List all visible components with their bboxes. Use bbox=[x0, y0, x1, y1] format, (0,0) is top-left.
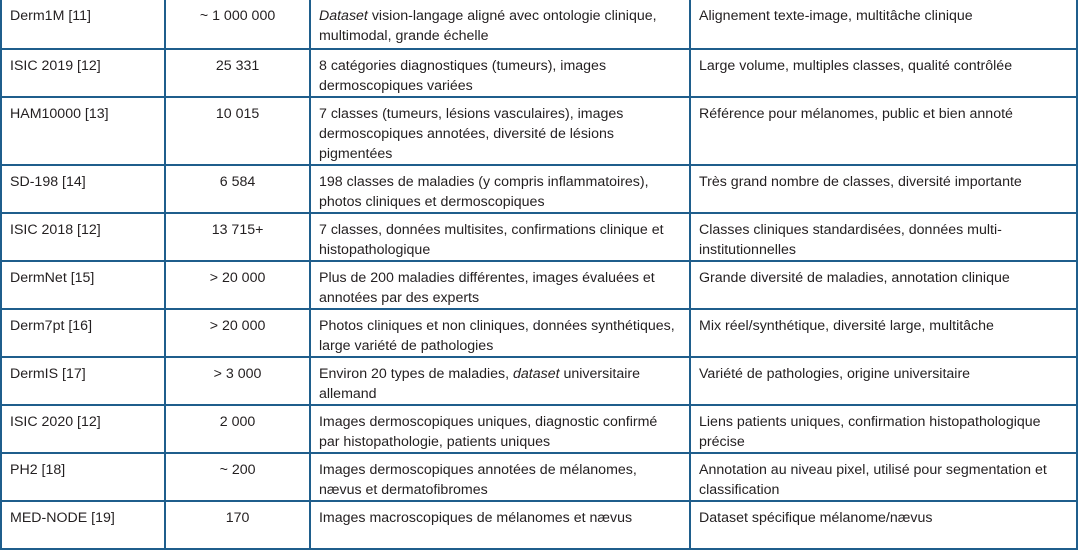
table-row bbox=[1, 213, 1077, 261]
table-row bbox=[1, 405, 1077, 453]
description-text: Photos cliniques et non cliniques, données synthétiques, large variété de pathologies bbox=[318, 318, 675, 354]
image-count-cell: > 20 000 bbox=[165, 309, 310, 357]
description-text: Images macroscopiques de mélanomes et nævus bbox=[318, 510, 633, 526]
description-cell bbox=[310, 97, 690, 165]
advantages-cell: Variété de pathologies, origine universitaire bbox=[690, 357, 1077, 405]
description-text: Environ 20 types de maladies, bbox=[318, 366, 513, 382]
dataset-name-cell: DermIS [17] bbox=[1, 357, 165, 405]
description-cell bbox=[310, 309, 690, 357]
advantages-cell: Large volume, multiples classes, qualité contrôlée bbox=[690, 49, 1077, 97]
advantages-cell: Alignement texte-image, multitâche clinique bbox=[690, 0, 1077, 49]
dataset-name-cell: ISIC 2019 [12] bbox=[1, 49, 165, 97]
description-text: Images dermoscopiques annotées de mélanomes, nævus et dermatofibromes bbox=[318, 462, 637, 498]
description-cell bbox=[310, 0, 690, 49]
dataset-name-cell: ISIC 2020 [12] bbox=[1, 405, 165, 453]
description-emphasis: Dataset bbox=[318, 8, 368, 24]
table-body bbox=[1, 0, 1077, 549]
advantages-cell: Dataset spécifique mélanome/nævus bbox=[690, 501, 1077, 549]
table-row bbox=[1, 453, 1077, 501]
dataset-name-cell: PH2 [18] bbox=[1, 453, 165, 501]
advantages-cell: Classes cliniques standardisées, données multi-institutionnelles bbox=[690, 213, 1077, 261]
description-cell bbox=[310, 261, 690, 309]
image-count-cell: 6 584 bbox=[165, 165, 310, 213]
description-text: 7 classes, données multisites, confirmations clinique et histopathologique bbox=[318, 222, 664, 258]
image-count-cell: 170 bbox=[165, 501, 310, 549]
advantages-cell: Liens patients uniques, confirmation histopathologique précise bbox=[690, 405, 1077, 453]
description-cell bbox=[310, 357, 690, 405]
dataset-name-cell: MED-NODE [19] bbox=[1, 501, 165, 549]
table-row bbox=[1, 309, 1077, 357]
description-text: Plus de 200 maladies différentes, images évaluées et annotées par des experts bbox=[318, 270, 655, 306]
table-row bbox=[1, 501, 1077, 549]
advantages-cell: Très grand nombre de classes, diversité importante bbox=[690, 165, 1077, 213]
image-count-cell: ~ 1 000 000 bbox=[165, 0, 310, 49]
dataset-name-cell: ISIC 2018 [12] bbox=[1, 213, 165, 261]
table-row bbox=[1, 0, 1077, 49]
description-cell bbox=[310, 213, 690, 261]
description-cell bbox=[310, 501, 690, 549]
advantages-cell: Annotation au niveau pixel, utilisé pour segmentation et classification bbox=[690, 453, 1077, 501]
table-row bbox=[1, 49, 1077, 97]
description-cell bbox=[310, 405, 690, 453]
image-count-cell: 25 331 bbox=[165, 49, 310, 97]
image-count-cell: > 20 000 bbox=[165, 261, 310, 309]
description-text: 7 classes (tumeurs, lésions vasculaires), images dermoscopiques annotées, diversité de lésions pigmentées bbox=[318, 106, 624, 162]
table-row bbox=[1, 165, 1077, 213]
advantages-cell: Référence pour mélanomes, public et bien annoté bbox=[690, 97, 1077, 165]
description-text-continued: vision-langage aligné avec ontologie clinique, multimodal, grande échelle bbox=[318, 8, 657, 44]
dataset-name-cell: HAM10000 [13] bbox=[1, 97, 165, 165]
description-cell bbox=[310, 165, 690, 213]
dataset-name-cell: Derm1M [11] bbox=[1, 0, 165, 49]
description-emphasis: dataset bbox=[513, 366, 560, 382]
description-text: 8 catégories diagnostiques (tumeurs), images dermoscopiques variées bbox=[318, 58, 607, 94]
dataset-name-cell: Derm7pt [16] bbox=[1, 309, 165, 357]
description-text: Images dermoscopiques uniques, diagnostic confirmé par histopathologie, patients uniques bbox=[318, 414, 658, 450]
table-row bbox=[1, 357, 1077, 405]
description-cell bbox=[310, 453, 690, 501]
image-count-cell: ~ 200 bbox=[165, 453, 310, 501]
image-count-cell: > 3 000 bbox=[165, 357, 310, 405]
image-count-cell: 10 015 bbox=[165, 97, 310, 165]
description-cell bbox=[310, 49, 690, 97]
table-row bbox=[1, 97, 1077, 165]
table-row bbox=[1, 261, 1077, 309]
dataset-name-cell: DermNet [15] bbox=[1, 261, 165, 309]
image-count-cell: 13 715+ bbox=[165, 213, 310, 261]
dataset-name-cell: SD-198 [14] bbox=[1, 165, 165, 213]
image-count-cell: 2 000 bbox=[165, 405, 310, 453]
description-text-continued: universitaire allemand bbox=[318, 366, 640, 402]
advantages-cell: Mix réel/synthétique, diversité large, multitâche bbox=[690, 309, 1077, 357]
advantages-cell: Grande diversité de maladies, annotation clinique bbox=[690, 261, 1077, 309]
description-text: 198 classes de maladies (y compris inflammatoires), photos cliniques et dermoscopiques bbox=[318, 174, 649, 210]
